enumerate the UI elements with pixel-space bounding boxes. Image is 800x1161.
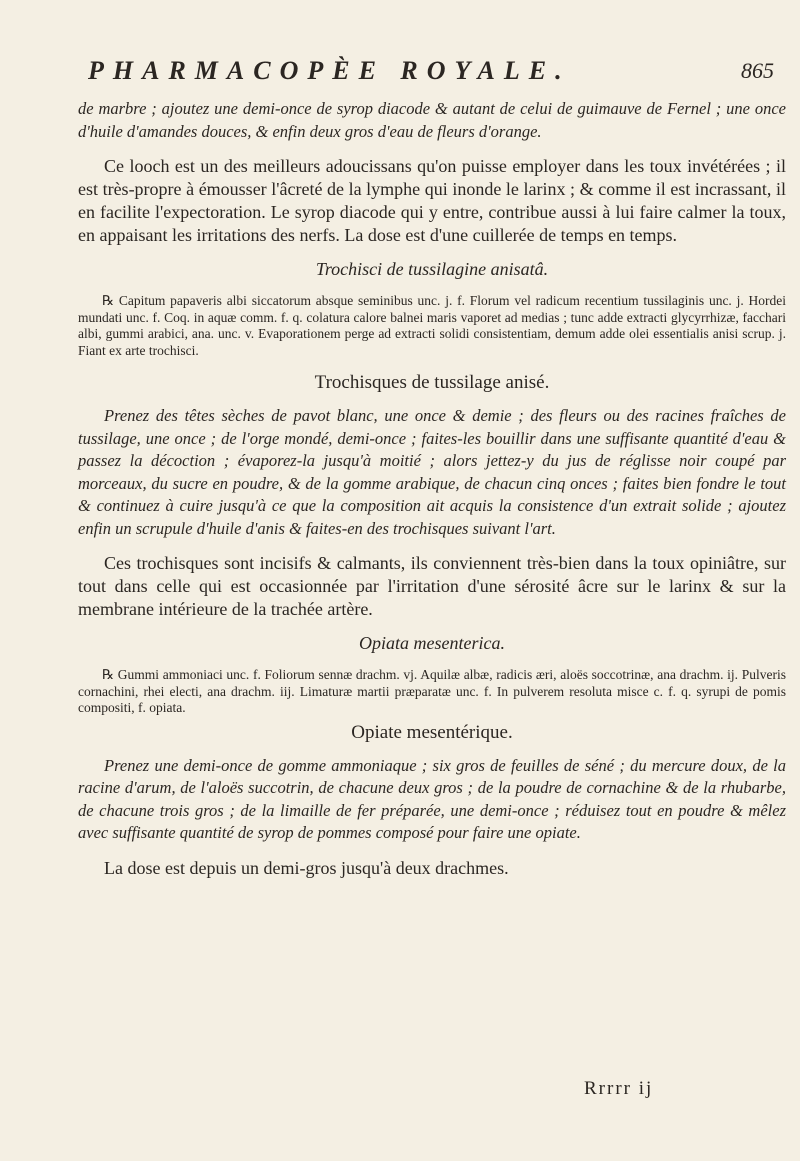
paragraph-continued-recipe: de marbre ; ajoutez une demi-once de syrop diacode & autant de celui de guimauve de Fernel ; une once d'huile d'amandes douces, & enfin deux gros d'eau de fleurs d'orange. bbox=[78, 99, 786, 141]
page-header bbox=[88, 56, 788, 96]
signature-mark: Rrrrr ij bbox=[584, 1078, 654, 1099]
heading-trochisques-french: Trochisques de tussilage anisé. bbox=[314, 372, 550, 393]
heading-opiata-latin: Opiata mesenterica. bbox=[359, 633, 505, 653]
page-body bbox=[78, 98, 786, 880]
paragraph-opiate-dose: La dose est depuis un demi-gros jusqu'à deux drachmes. bbox=[104, 857, 509, 878]
heading-opiate-french: Opiate mesentérique. bbox=[351, 721, 513, 743]
heading-trochisci-latin: Trochisci de tussilagine anisatâ. bbox=[315, 259, 549, 279]
paragraph-trochisques-use: Ces trochisques sont incisifs & calmants, ils conviennent très-bien dans la toux opiniâtre, sur tout dans celle qui est occasionnée par l'irritation d'une sérosité âcre sur le larinx & sur la membrane intérieure de la trachée artère. bbox=[78, 553, 786, 619]
paragraph-opiate-recipe: Prenez une demi-once de gomme ammoniaque ; six gros de feuilles de séné ; du mercure doux, de la racine d'arum, de l'aloës succotrin, de chacune deux gros ; de la poudre de cornachine & de la rhubarbe, de chacune trois gros ; de la limaille de fer préparée, une demi-once ; réduisez tout en poudre & mêlez avec suffisante quantité de syrop de pommes composé pour faire une opiate. bbox=[78, 755, 786, 842]
paragraph-trochisci-latin-recipe: ℞ Capitum papaveris albi siccatorum absque seminibus unc. j. f. Florum vel radicum recentium tussilaginis unc. j. Hordei mundati unc. f. Coq. in aquæ comm. f. q. colatura calore balnei maris vaporet ad medias ; tunc adde extracti glycyrrhizæ, facchari albi, gummi arabici, ana. unc. v. Evaporationem perge ad extracti solidi consistentiam, demum adde olei essentialis anisi scrup. j. Fiant ex arte trochisci. bbox=[78, 293, 786, 358]
paragraph-opiata-latin-recipe: ℞ Gummi ammoniaci unc. f. Foliorum sennæ drachm. vj. Aquilæ albæ, radicis æri, aloës soccotrinæ, ana drachm. ij. Pulveris cornachini, rhei electi, ana drachm. iij. Limaturæ martii præparatæ unc. f. In pulverem resoluta misce c. f. q. syrupi de pomis compositi, f. opiata. bbox=[78, 667, 786, 715]
paragraph-trochisques-recipe: Prenez des têtes sèches de pavot blanc, une once & demie ; des fleurs ou des racines fraîches de tussilage, une once ; de l'orge mondé, demi-once ; faites-les bouillir dans une suffisante quantité d'eau & passez la décoction ; évaporez-la jusqu'à moitié ; alors jettez-y du jus de réglisse noir coupé par morceaux, du sucre en poudre, & de la gomme arabique, de chacun cinq onces ; faites bien fondre le tout & continuez à cuire jusqu'à ce que la composition ait acquis la consistence d'un extrait solide ; ajoutez enfin un scrupule d'huile d'anis & faites-en des trochisques suivant l'art. bbox=[78, 406, 786, 538]
page-number: 865 bbox=[741, 58, 774, 83]
paragraph-looch-description: Ce looch est un des meilleurs adoucissans qu'on puisse employer dans les toux invétérées ; il est très-propre à émousser l'âcreté de la lymphe qui inonde le larinx ; & comme il est incrassant, il en facilite l'expectoration. Le syrop diacode qui y entre, contribue aussi à lui faire calmer la toux, en appaisant les irritations des nerfs. La dose est d'une cuillerée de temps en temps. bbox=[78, 156, 786, 245]
running-title: PHARMACOPÈE ROYALE. bbox=[88, 56, 571, 85]
